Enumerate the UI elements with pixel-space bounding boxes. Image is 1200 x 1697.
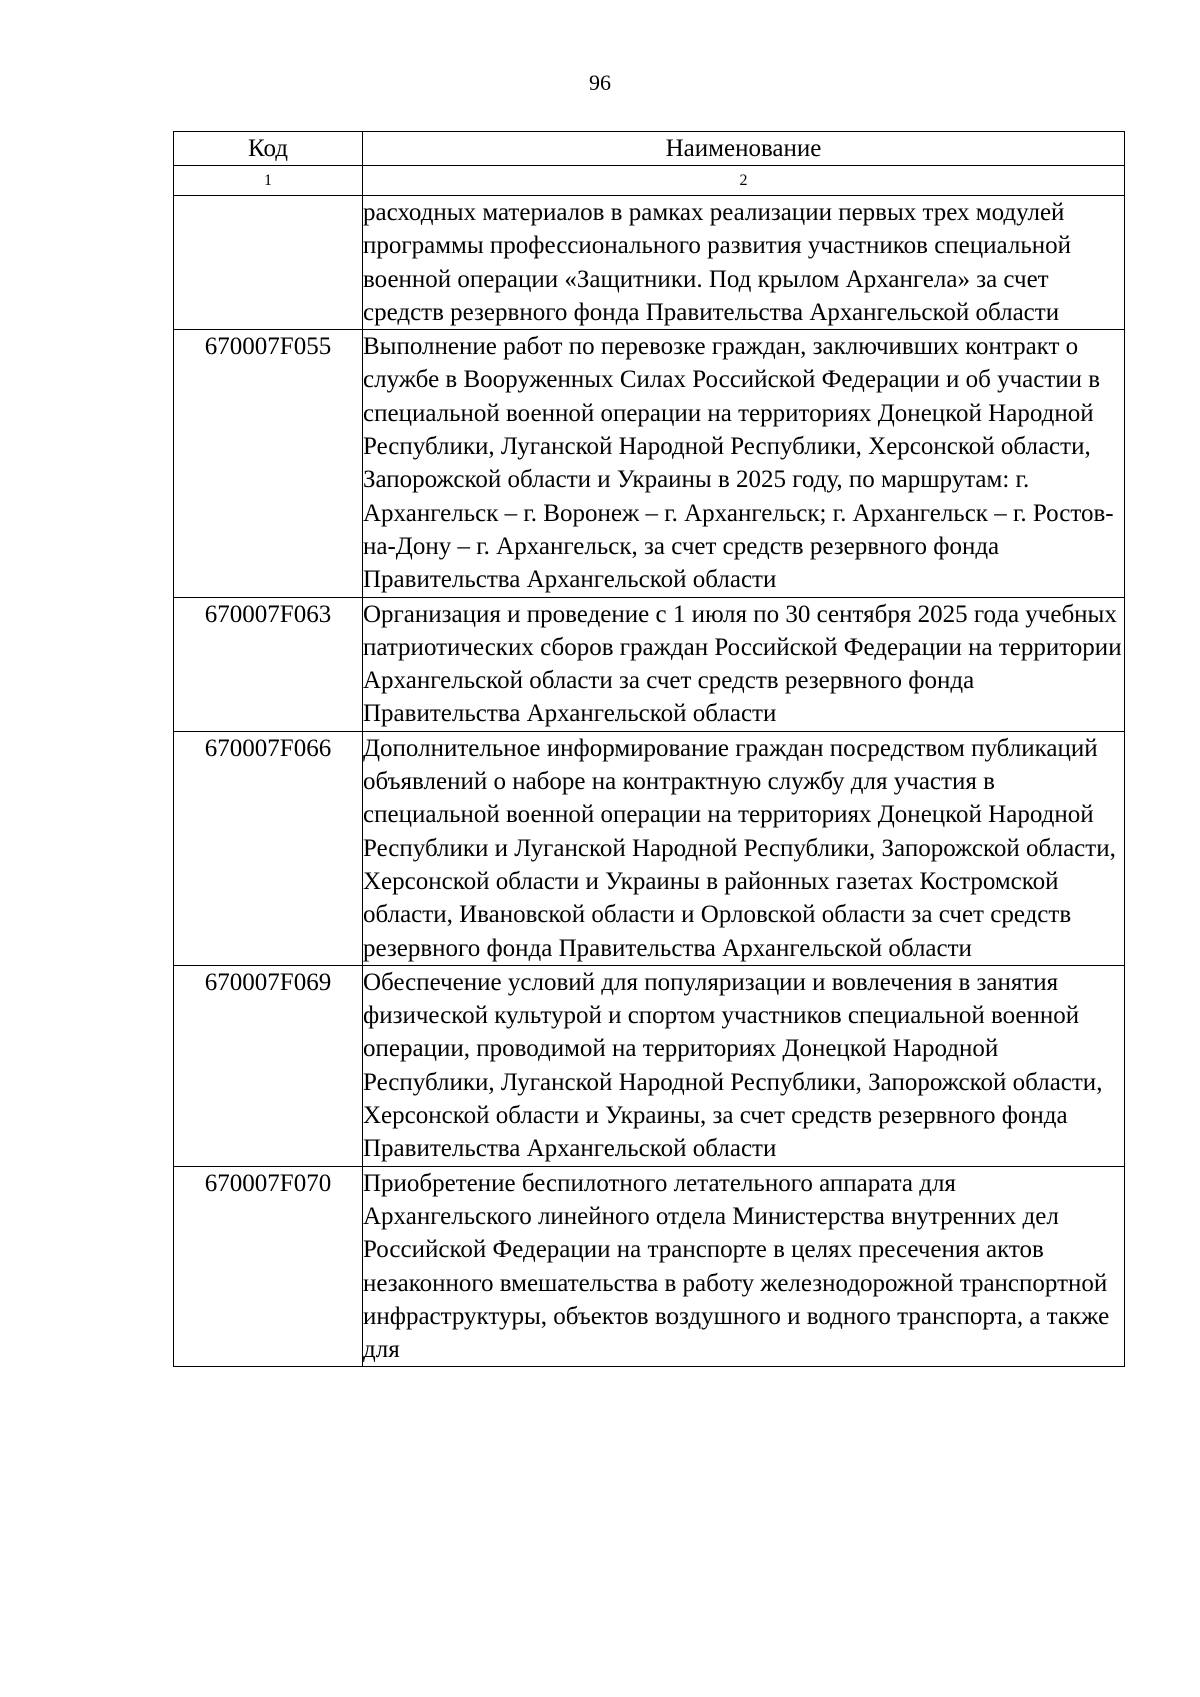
table-row (174, 731, 1125, 965)
row-name: расходных материалов в рамках реализации первых трех модулей программы профессионального развития участников специальной военной операции «Защитники. Под крылом Архангела» за счет средств резервного фонда Правительства Архангельской области (363, 196, 1125, 330)
table-row (174, 597, 1125, 731)
table-header-row (174, 132, 1125, 166)
column-number-name: 2 (363, 166, 1125, 196)
header-code: Код (174, 132, 363, 166)
row-code: 670007F070 (174, 1166, 363, 1367)
table-row (174, 196, 1125, 330)
column-number-row (174, 166, 1125, 196)
row-code: 670007F055 (174, 330, 363, 597)
row-code: 670007F063 (174, 597, 363, 731)
row-name: Дополнительное информирование граждан посредством публикаций объявлений о наборе на контрактную службу для участия в специальной военной операции на территориях Донецкой Народной Республики и Луганской Народной Республики, Запорожской области, Херсонской области и Украины в районных газетах Костромской области, Ивановской области и Орловской области за счет средств резервного фонда Правительства Архангельской области (363, 731, 1125, 965)
row-name: Организация и проведение с 1 июля по 30 сентября 2025 года учебных патриотических сборов граждан Российской Федерации на территории Архангельской области за счет средств резервного фонда Правительства Архангельской области (363, 597, 1125, 731)
column-number-code: 1 (174, 166, 363, 196)
table-row (174, 965, 1125, 1166)
row-code: 670007F069 (174, 965, 363, 1166)
page-number: 96 (589, 70, 611, 95)
row-code (174, 196, 363, 330)
header-name: Наименование (363, 132, 1125, 166)
table-row (174, 330, 1125, 597)
row-name: Обеспечение условий для популяризации и вовлечения в занятия физической культурой и спортом участников специальной военной операции, проводимой на территориях Донецкой Народной Республики, Луганской Народной Республики, Запорожской области, Херсонской области и Украины, за счет средств резервного фонда Правительства Архангельской области (363, 965, 1125, 1166)
row-code: 670007F066 (174, 731, 363, 965)
row-name: Приобретение беспилотного летательного аппарата для Архангельского линейного отдела Министерства внутренних дел Российской Федерации на транспорте в целях пресечения актов незаконного вмешательства в работу железнодорожной транспортной инфраструктуры, объектов воздушного и водного транспорта, а также для (363, 1166, 1125, 1367)
table-row (174, 1166, 1125, 1367)
row-name: Выполнение работ по перевозке граждан, заключивших контракт о службе в Вооруженных Силах Российской Федерации и об участии в специальной военной операции на территориях Донецкой Народной Республики, Луганской Народной Республики, Херсонской области, Запорожской области и Украины в 2025 году, по маршрутам: г. Архангельск – г. Воронеж – г. Архангельск; г. Архангельск – г. Ростов-на-Дону – г. Архангельск, за счет средств резервного фонда Правительства Архангельской области (363, 330, 1125, 597)
budget-codes-table (173, 131, 1125, 1367)
